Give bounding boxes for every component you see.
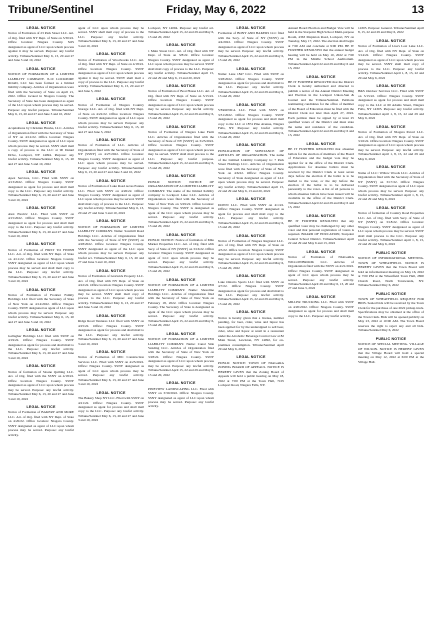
notice-body: Formation of BONY AND BAKERS LLC filed with the Secy. of State of NY (SSNY) on 4/4/2022. Office: Niagara County. SSNY designated as agent of LLC upon whom process may be served. Purpose: any lawful activity. Tribune/Sentinel April 15, 22 and 29 and May 6, 13 and 20, 2022 bbox=[218, 31, 284, 63]
legal-notice bbox=[218, 103, 284, 140]
notice-body: Notice of Formation of LLC. Articles of Organization filed with the Secretary of State of NY (SSNY) on 4/27/2022. Office location: Niagara County. SSNY designated as agent of LLC upon whom process may be served. Purpose: any lawful activity. Tribune/Sentinel May 6, 13, 20 and 27 and June 3 and 10, 2022 bbox=[78, 143, 144, 175]
notice-body: Notice of Formation of FIRST TO FINISH LLC. Art. of Org. filed with NY Dept. of State on 4/11/22. Office location: Niagara County. SSNY designated as agent of LLC upon whom process may be served and shall mail copy to the LLC. Purpose: any lawful activity. Tribune/Sentinel May 6, 13, 20 and 27 and June 3 and 10, 2022 bbox=[8, 247, 74, 284]
notice-heading: LEGAL NOTICE bbox=[26, 170, 56, 175]
notice-body: NOTICE OF FORMATION OF LIMITED LIABILITY COMPANY. Name: Sawmill Road Holdings LLC. Articles of Organization filed with the Secretary of State of NY (SSNY) on 4/28/2022. Office location: Niagara County. SSNY designated as agent of the LLC upon whom process may be served. Purpose: any lawful act. Tribune/Sentinel May 6, 13, 20 and 27 and June 3 and 10, 2022 bbox=[78, 224, 144, 265]
notice-body: Notice of Formation of Niagara Parcel LLC. Art. of Org. filed with NY Dept. of State on 3/16/22. Office location: Niagara County. SSNY designated as agent of LLC upon whom process may be served. Purpose: any lawful activity. Tribune/Sentinel April 1, 8, 15, 22 and 29 and May 6, 2022 bbox=[358, 130, 424, 161]
legal-notice bbox=[218, 143, 284, 193]
notice-heading: LEGAL NOTICE bbox=[306, 213, 336, 218]
notice-heading: LEGAL NOTICE bbox=[306, 74, 336, 79]
notice-heading: LEGAL NOTICE bbox=[96, 137, 126, 142]
page-header bbox=[0, 0, 432, 22]
legal-notice bbox=[148, 84, 214, 121]
legal-notice bbox=[8, 170, 74, 202]
notice-column bbox=[148, 26, 214, 638]
legal-notices-columns bbox=[8, 26, 424, 638]
legal-notice bbox=[288, 75, 354, 138]
notice-heading: LEGAL NOTICE bbox=[166, 277, 196, 282]
legal-notice bbox=[148, 278, 214, 328]
legal-notice bbox=[358, 165, 424, 202]
legal-notice bbox=[148, 174, 214, 228]
notice-body: NOTICE OF FORMATION OF A LIMITED LIABILITY COMPANY. 8-10 LOCKPORT ROAD, LLC has been formed as a limited liability company. Articles of Organization were filed with the Secretary of State on April 21, 2022. Office located in Niagara County. The Secretary of State has been designated as agent of the LLC upon whom process may be served. Purpose: any lawful purpose. Tribune/Sentinel May 6, 13, 20 and 27 and June 3 and 10, 2022 bbox=[8, 72, 74, 117]
notice-heading: PUBLIC NOTICE bbox=[375, 336, 407, 341]
legal-notice bbox=[288, 250, 354, 291]
legal-notice bbox=[8, 242, 74, 283]
notice-body: PUBLICATION OF SUBSTANCE OF ARTICLES OF ORGANIZATION. The name of the Limited Liability Company is: 7 Park Street Holdings LLC. Articles of Organization were filed with the Secretary of State of New York on 4/6/22. Office: Niagara County. Secretary of State designated as agent of LLC upon whom process may be served. Purpose: any lawful activity. Tribune/Sentinel April 15, 22 and 29 and May 6, 13 and 20, 2022 bbox=[218, 148, 284, 193]
notice-body: BE IT FURTHER RESOLVED that absentee ballots for the election of members of the Board of Education and the budget vote may be applied for at the office of the District Clerk. Applications for absentee ballots must be received by the District Clerk at least seven days before the election if the ballot is to be mailed to the voter, or the day before the election if the ballot is to be delivered personally to the voter. A list of all persons to whom absentee ballots have been issued will be available in the office of the District Clerk. Tribune/Sentinel April 22 and 29 and May 6 and 13, 2022 bbox=[288, 147, 354, 210]
notice-heading: LEGAL NOTICE bbox=[26, 26, 56, 30]
notice-body: NOTICE OF SPECIAL MEETING. VILLAGE OF WILSON. NOTICE IS HEREBY GIVEN that the Village Board will hold a special meeting on May 12, 2022 at 6:00 PM at the Village Hall. bbox=[358, 342, 424, 364]
legal-notice bbox=[148, 332, 214, 378]
notice-body: BE IT FURTHER RESOLVED that the District Clerk is hereby authorized and directed to publish a notice of the Annual District Meeting and Election in the Lockport Union-Sun & Journal and the Tribune/Sentinel. Petitions nominating candidates for the office of member of the Board of Education must be filed with the District Clerk not later than April 27, 2022. Each petition must be signed by at least 25 qualified voters of the District and must state the name and residence of the candidate. Tribune/Sentinel April 22 and 29 and May 6 and 13, 2022 bbox=[288, 79, 354, 138]
legal-notice bbox=[8, 26, 74, 63]
notice-heading: PUBLIC NOTICE bbox=[375, 250, 407, 255]
notice-heading: LEGAL NOTICE bbox=[26, 328, 56, 333]
notice-heading: LEGAL NOTICE bbox=[166, 83, 196, 88]
legal-notice bbox=[288, 142, 354, 210]
notice-body: VERONICA LLC. Filed with SSNY on 3/31/2022. Office: Niagara County. SSNY designated as agent for process and shall mail copy to the LLC at 1874 Pine Avenue, Niagara Falls, NY. Purpose: any lawful activity. Tribune/Sentinel April 15, 22 and 29 and May 6, 13 and 20, 2022 bbox=[218, 108, 284, 139]
legal-notice bbox=[148, 26, 214, 39]
notice-heading: LEGAL NOTICE bbox=[376, 205, 406, 210]
legal-notice bbox=[8, 405, 74, 437]
notice-body: TOWN OF WHEATFIELD. REQUEST FOR BIDS. Sealed bids will be received by the Town Clerk for the purchase of one 2022 pickup truck. Specifications may be obtained at the office of the Town Clerk. Bids will be opened publicly on May 23, 2022 at 10:00 AM. The Town Board reserves the right to reject any and all bids. Tribune/Sentinel May 6, 2022 bbox=[358, 297, 424, 333]
notice-heading: LEGAL NOTICE bbox=[26, 404, 56, 409]
legal-notice bbox=[78, 219, 144, 265]
legal-notice bbox=[288, 295, 354, 318]
legal-notice bbox=[78, 26, 144, 48]
notice-column bbox=[288, 26, 354, 638]
legal-notice bbox=[218, 197, 284, 229]
issue-date: Friday, May 6, 2022 bbox=[166, 4, 266, 16]
notice-body: The Bakery Shop NY LLC. Filed with SSNY on 4/21/22. Office: Niagara County. SSNY designated as agent for process and shall mail copy to the LLC. Purpose: any lawful activity. Tribune/Sentinel May 6, 13, 20 and 27 and June 3 and 10, 2022 bbox=[78, 396, 144, 423]
legal-notice bbox=[78, 350, 144, 387]
notice-body: agent of LLC upon whom process may be served. SSNY shall mail copy of process to the LLC. Purpose: any lawful activity. Tribune/Sentinel May 6, 13, 20 and 27 and June 3 and 10, 2022 bbox=[78, 26, 144, 48]
notice-body: Notice of Formation of BAKERY AND MORE LLC. Art. of Org. filed with NY Dept. of State on 4/20/22. Office location: Niagara County. SSNY designated as agent of LLC upon whom process may be served. Purpose: any lawful activity. bbox=[8, 410, 74, 437]
notice-body: Gallagher Holdings LLC filed with SSNY on 4/19/22. Office: Niagara County. SSNY designated as agent for process and shall mail to the LLC. Purpose: any lawful activity. Tribune/Sentinel May 6, 13, 20 and 27 and June 3 and 10, 2022 bbox=[8, 333, 74, 360]
notice-heading: LEGAL NOTICE bbox=[96, 52, 126, 57]
notice-heading: LEGAL NOTICE bbox=[166, 43, 196, 48]
notice-heading: LEGAL NOTICE bbox=[376, 83, 406, 88]
notice-body: Notice of formation of Sloane Quilting LLC. Art. of Org. filed with the SSNY on 4/18/22. Office location: Niagara County. SSNY designated as agent of LLC upon whom process may be served. Purpose: any lawful activity. Tribune/Sentinel May 6, 13, 20 and 27 and June 3 and 10, 2022 bbox=[8, 369, 74, 401]
legal-notice bbox=[358, 39, 424, 80]
legal-notice bbox=[8, 206, 74, 238]
notice-heading: LEGAL NOTICE bbox=[96, 313, 126, 318]
legal-notice bbox=[358, 26, 424, 35]
notice-body: Alex Electric LLC. Filed with SSNY on 4/15/2022. Office: Niagara County. SSNY designated as agent for process and shall mail copy to the LLC. Purpose: any lawful activity. Tribune/Sentinel May 6, 13, 20 and 27 and June 3 and 10, 2022 bbox=[8, 211, 74, 239]
notice-body: Notice of Formation of Gratwick Property LLC. Art. of Org. filed with NY Dept. of State on 4/22/22. Office location: Niagara County. SSNY designated as agent of LLC upon whom process may be served. SSNY shall mail copy of process to the LLC. Purpose: any lawful activity. Tribune/Sentinel May 6, 13, 20 and 27 and June 3 and 10, 2022 bbox=[78, 274, 144, 310]
notice-body: Ridge Road Ventures LLC filed with SSNY on 4/25/22. Office: Niagara County. SSNY designated as agent for process and shall mail to the LLC. Purpose: any lawful activity. Tribune/Sentinel May 6, 13, 20 and 27 and June 3 and 10, 2022 bbox=[78, 319, 144, 346]
legal-notice bbox=[78, 52, 144, 93]
legal-notice bbox=[358, 125, 424, 162]
notice-body: Lake Ontario Sports LLC filed with SSNY on 4/7/22. Office: Niagara County. SSNY designated as agent for process and shall mail to the LLC. Purpose: any lawful activity. Tribune/Sentinel April 15, 22 and 29 and May 6, 13 and 20, 2022 bbox=[218, 279, 284, 306]
notice-heading: LEGAL NOTICE bbox=[166, 124, 196, 129]
notice-heading: LEGAL NOTICE bbox=[376, 124, 406, 129]
notice-body: Notice of Formation of Frontier Family Holdings LLC filed with the Secretary of State of New York on 4/14/2022. Office: Niagara County. SSNY designated as agent of LLC upon whom process may be served. Purpose: any lawful activity. Tribune/Sentinel May 6, 13, 20 and 27 and June 3 and 10, 2022 bbox=[8, 293, 74, 324]
notice-heading: LEGAL NOTICE bbox=[96, 178, 126, 183]
notice-heading: LEGAL NOTICE bbox=[236, 274, 266, 279]
legal-notice bbox=[218, 234, 284, 271]
publication-name: Tribune/Sentinel bbox=[8, 4, 94, 16]
notice-column bbox=[358, 26, 424, 638]
legal-notice bbox=[8, 328, 74, 360]
notice-body: 14305. Purpose: General. Tribune/Sentinel April 8, 15, 22 and 29 and May 6, 2022 bbox=[358, 26, 424, 35]
notice-body: Notice of Formation of 23 Park Street LLC. Art. of Org. filed with NY Dept. of State on 3/30/22. Office location: Niagara County. SOS designated as agent of LLC upon whom process against it may be served. Purpose: any lawful activity. Tribune/Sentinel May 6, 13, 20 and 27 and June 3 and 10, 2022 bbox=[8, 31, 74, 63]
header-rule bbox=[8, 20, 424, 21]
notice-heading: LEGAL NOTICE bbox=[236, 102, 266, 107]
legal-notice bbox=[358, 251, 424, 288]
notice-heading: LEGAL NOTICE bbox=[96, 350, 126, 354]
legal-notice bbox=[78, 97, 144, 134]
notice-body: Notice of Formation of Niagara Regional LLC. Art. of Org. filed with NY Dept. of State on 4/5/22. Office location: Niagara County. SSNY designated as agent of LLC upon whom process may be served. Purpose: any lawful activity. Tribune/Sentinel April 15, 22 and 29 and May 6, 13 and 20, 2022 bbox=[218, 239, 284, 270]
notice-body: Notice of Formation of Lake Road Acres Estates LLC. Filed with SSNY on 4/26/22. Office: Niagara County. SSNY designated as agent of LLC upon whom process may be served. SSNY shall mail copy of process to the LLC. Purpose: any lawful activity. Tribune/Sentinel May 6, 13, 20 and 27 and June 3 and 10, 2022 bbox=[78, 184, 144, 215]
legal-notice bbox=[8, 67, 74, 117]
notice-heading: LEGAL NOTICE bbox=[26, 364, 56, 369]
notice-body: PUBLIC NOTICE: Notice of formation of Mile Marker Properties LLC. Art. of Org. filed with Secy. of State of NY (SSNY) on 3/16/22. Office location: Niagara County. SSNY designated as agent of LLC upon whom process may be served. Purpose: any lawful activity. Tribune/Sentinel April 15, 22 and 29 and May 6, 13 and 20, 2022 bbox=[148, 238, 214, 274]
notice-heading: LEGAL NOTICE bbox=[26, 242, 56, 247]
legal-notice bbox=[8, 288, 74, 325]
notice-heading: LEGAL NOTICE bbox=[236, 197, 266, 202]
notice-body: B&S Outdoor Services LLC. Filed with SSNY on 3/15/22. Office: Niagara County. SSNY designated as agent for process and shall mail copy to the LLC at 60 Adams Street, Niagara Falls, NY 14305. Purpose: any lawful activity. Tribune/Sentinel April 1, 8, 15, 22 and 29 and May 6, 2022 bbox=[358, 89, 424, 121]
notice-heading: LEGAL NOTICE bbox=[236, 233, 266, 238]
notice-heading: LEGAL NOTICE bbox=[166, 331, 196, 336]
legal-notice bbox=[218, 26, 284, 63]
legal-notice bbox=[358, 337, 424, 365]
legal-notice bbox=[218, 355, 284, 387]
legal-notice bbox=[358, 206, 424, 247]
notice-heading: LEGAL NOTICE bbox=[376, 38, 406, 43]
notice-heading: LEGAL NOTICE bbox=[26, 120, 56, 125]
notice-body: PINEVIEW LANDSCAPING LLC. Filed with SSNY on 3/30/2022. Office: Niagara County. SSNY designated as agent of LLC upon whom process may be served. Purpose: any lawful activity. bbox=[148, 386, 214, 409]
notice-heading: LEGAL NOTICE bbox=[236, 26, 266, 30]
notice-column bbox=[78, 26, 144, 638]
notice-body: Notice of Formation of Lisa's Lost Lake LLC. Art. of Org. filed with NY Dept. of State on 3/14/22. Office: Niagara County. SSNY designated as agent of LLC upon whom process may be served. SSNY shall mail copy of process to the LLC. Purpose: any lawful activity. Tribune/Sentinel April 1, 8, 15, 22 and 29 and May 6, 2022 bbox=[358, 44, 424, 80]
notice-body: Notice of Formation of Niagara Country Storage LLC. Art. of Org. filed with NY Dept. of State on 4/22/22. Office location: Niagara County. SSNY designated as agent of LLC upon whom process may be served. Purpose: any lawful activity. Tribune/Sentinel May 6, 13, 20 and 27 and June 3, 2022 bbox=[78, 102, 144, 134]
notice-heading: LEGAL NOTICE bbox=[96, 390, 126, 395]
legal-notice bbox=[358, 292, 424, 333]
notice-body: PUBLIC NOTICE: TOWN OF NIAGARA ZONING BOARD OF APPEALS. NOTICE IS HEREBY GIVEN that the Zoning Board of Appeals will hold a public hearing on May 18, 2022 at 7:00 PM at the Town Hall, 7105 Lockport Road, Niagara Falls, NY. bbox=[218, 360, 284, 388]
notice-heading: LEGAL NOTICE bbox=[96, 219, 126, 224]
notice-heading: LEGAL NOTICE bbox=[376, 165, 406, 170]
legal-notice bbox=[148, 125, 214, 171]
legal-notice bbox=[218, 67, 284, 99]
notice-column bbox=[218, 26, 284, 638]
notice-body: DOWN LLC. Filed with SSNY on 4/1/22. Office: Niagara County. SSNY designated as agent for process and shall mail copy to the LLC. Purpose: any lawful activity. Tribune/Sentinel April 15, 22 and 29 and May 6, 13 and 20, 2022 bbox=[218, 202, 284, 230]
notice-heading: LEGAL NOTICE bbox=[236, 310, 266, 315]
notice-heading: LEGAL NOTICE bbox=[306, 141, 336, 146]
legal-notice bbox=[148, 233, 214, 274]
notice-body: BE IT FURTHER RESOLVED that any qualified voter may be challenged by any other voter and that personal registration of voters is required. BOARD OF EDUCATION, Starpoint Central School District. Tribune/Sentinel April 22 and 29 and May 6 and 13, 2022 bbox=[288, 219, 354, 246]
notice-heading: LEGAL NOTICE bbox=[26, 206, 56, 211]
notice-body: NOTICE OF INFORMATIONAL MEETING. TOWN OF WHEATFIELD. NOTICE IS HEREBY GIVEN that the Town Board will hold an informational meeting on May 16, 2022 at 7:00 PM at the Wheatfield Town Hall, 2800 Church Road, North Tonawanda, NY. Tribune/Sentinel May 6, 2022 bbox=[358, 256, 424, 288]
legal-notice bbox=[148, 381, 214, 409]
notice-body: 1 Main Street LLC. Art. of Org. filed with NY Dept. of State on 3/8/22. Office location: Niagara County. SSNY designated as agent of LLC upon whom process may be served. SSNY shall mail copy of process to the LLC. Purpose: any lawful activity. Tribune/Sentinel April 15, 22 and 29 and May 6, 13 and 20, 2022 bbox=[148, 48, 214, 80]
page-number: 13 bbox=[411, 4, 424, 16]
notice-heading: LEGAL NOTICE bbox=[166, 232, 196, 237]
notice-body: Notice of Formation of MIC Construction Services LLC. Filed with SSNY on 4/25/2022. Office: Niagara County. SSNY designated as agent of LLC upon whom process may be served. Purpose: any lawful activity. Tribune/Sentinel May 6, 13, 20 and 27 and June 3 and 10, 2022 bbox=[78, 355, 144, 387]
notice-body: Name: Lane 1847 LLC. Filed with SSNY on 3/28/2022. Office: Niagara County. SSNY designated as agent for process and shall mail to the LLC. Purpose: any lawful activity. Tribune/Sentinel April 15, 22 and 29 and May 6, 13 and 20, 2022 bbox=[218, 72, 284, 99]
notice-body: Notice of Formation of Woodworks LLC. Art. of Org. filed with NY Dept. of State on 4/18/22. Office location: Niagara County. SSNY designated as agent of LLC upon whom process against it may be served. SSNY shall mail a copy of process to the LLC. Purpose: any lawful activity. Tribune/Sentinel May 6, 13, 20 and 27 and June 3, 2022 bbox=[78, 57, 144, 93]
notice-heading: LEGAL NOTICE bbox=[306, 249, 336, 254]
notice-heading: LEGAL NOTICE bbox=[96, 268, 126, 273]
notice-body: Acquisitions by Christian Hawks, LLC. Articles of Organization filed with the Secretary of State of NY on 4/12/22. Office location: Niagara County. SSNY designated as agent of LLC upon whom process may be served. SSNY shall mail a copy of process to the LLC at 90 Daniel Drive, Lockport, NY 14094. Purpose: any lawful activity. Tribune/Sentinel May 6, 13, 20 and 27 and June 3 and 10, 2022 bbox=[8, 126, 74, 166]
legal-notice bbox=[288, 214, 354, 246]
legal-notice bbox=[288, 26, 354, 71]
notice-heading: LEGAL NOTICE bbox=[236, 143, 266, 148]
legal-notice bbox=[78, 179, 144, 216]
notice-heading: LEGAL NOTICE bbox=[306, 294, 336, 299]
notice-body: PUBLIC NOTICE: NOTICE OF ORGANIZATION OF A LIMITED LIABILITY COMPANY. The name of the limited liability company is Lockport Lake LLC. Articles of Organization were filed with the Secretary of State of New York on 3/29/22. Office location: Niagara County. The SSNY is designated as agent of the LLC upon whom process may be served. Purpose: any lawful activity. Tribune/Sentinel April 15, 22 and 29 and May 6, 13 and 20, 2022 bbox=[148, 179, 214, 229]
notice-body: Notice of formation of Country Road Properties LLC. Art. of Org. filed with Secy. of State of NY (SSNY) on 3/18/22. Office location: Niagara County. SSNY designated as agent of LLC upon whom process may be served. SSNY shall mail process to the LLC. Purpose: any lawful activity. Tribune/Sentinel April 1, 8, 15, 22 and 29 and May 6, 2022 bbox=[358, 211, 424, 247]
legal-notice bbox=[148, 43, 214, 80]
notice-heading: LEGAL NOTICE bbox=[236, 66, 266, 71]
legal-notice bbox=[78, 138, 144, 175]
notice-body: Lockport, NY 14094. Purpose: any lawful act. Tribune/Sentinel April 15, 22 and 29 and May 6, 13 and 20, 2022 bbox=[148, 26, 214, 39]
notice-body: Annual Board Election and Budget Vote will be held in the Starpoint High School Multi-purpose Room, 4363 Mapleton Road, Lockport, NY on Tuesday, May 17, 2022. The election shall begin at 7:00 AM and conclude at 9:00 PM. BE IT FURTHER RESOLVED that the annual budget hearing will be held on May 10, 2022 at 7:00 PM in the Middle School Auditorium. Tribune/Sentinel April 22 and 29 and May 6 and 13, 2022 bbox=[288, 26, 354, 71]
notice-body: NOTICE OF FORMATION OF A LIMITED LIABILITY COMPANY. Name: Shoreline Holdings LLC. Articles of Organization filed with the Secretary of State of New York on February 18, 2022. Office location: Niagara County. The Secretary of State is designated as agent of the LLC upon whom process may be served. Purpose: any lawful activity. Tribune/Sentinel April 15, 22 and 29 and May 6, 13 and 20, 2022 bbox=[148, 283, 214, 328]
notice-heading: LEGAL NOTICE bbox=[26, 66, 56, 71]
notice-body: Notice of Formation of Boat House LLC. Art. of Org. filed with NY Dept. of State on 3/15/22. Office location: Niagara County. SSNY designated as agent of LLC upon whom process may be served. Purpose: any lawful activity. Tribune/Sentinel April 15, 22 and 29 and May 6, 13 and 20, 2022 bbox=[148, 89, 214, 121]
legal-notice bbox=[218, 310, 284, 351]
notice-body: Apex Services, LLC. Filed with SSNY on 4/13/2022. Office: Niagara County. SSNY designated as agent for process and shall mail copy to the LLC. Purpose: any lawful activity. Tribune/Sentinel May 6, 13, 20 and 27 and June 3 and 10, 2022 bbox=[8, 175, 74, 202]
notice-body: NOTICE OF FORMATION OF A LIMITED LIABILITY COMPANY. Name: Canal Side Vending LLC. Articles of Organization filed with the Secretary of State of New York on 3/28/22. Office: Niagara County. SSNY designated as agent of LLC upon whom process may be served. Purpose: any lawful activity. Tribune/Sentinel April 15, 22 and 29 and May 6, 13 and 20, 2022 bbox=[148, 337, 214, 377]
legal-notice bbox=[218, 274, 284, 306]
notice-body: MILLER TRUCKING LLC. Filed with SSNY on 4/20/2022. Office: Niagara County. SSNY designated as agent for process and shall mail copy to the LLC. Purpose: any lawful activity. bbox=[288, 300, 354, 318]
legal-notice bbox=[8, 121, 74, 167]
notice-heading: PUBLIC NOTICE bbox=[375, 291, 407, 296]
legal-notice bbox=[78, 314, 144, 346]
legal-notice bbox=[358, 84, 424, 121]
notice-body: Notice of Formation of NIAGARA WILLOWBROOK LLC. Articles of Organization filed with the SSNY on 4/21/2022. Office: Niagara County. SSNY designated as agent of LLC upon whom process may be served. Purpose: any lawful activity. Tribune/Sentinel April 29 and May 6, 13, 20 and 27 and June 3, 2022 bbox=[288, 255, 354, 291]
notice-heading: LEGAL NOTICE bbox=[166, 381, 196, 386]
legal-notice bbox=[8, 364, 74, 401]
notice-body: Notice of Formation of Niagara Lake Farm LLC. Articles of Organization filed with the Secretary of State of NY (SSNY) on 3/25/2022. Office location: Niagara County. SSNY designated as agent of LLC upon whom process may be served. SSNY shall mail process to the LLC. Purpose: any lawful purpose. Tribune/Sentinel April 15, 22 and 29 and May 6, 13 and 20, 2022 bbox=[148, 130, 214, 170]
legal-notice bbox=[78, 269, 144, 310]
notice-heading: LEGAL NOTICE bbox=[166, 174, 196, 179]
notice-body: Notice is hereby given that a license, number pending, for beer, cider, wine and liquor has been applied for by the undersigned to sell beer, cider, wine and liquor at retail in a restaurant under the Alcoholic Beverage Control Law at 82 Main Street, Lewiston, NY 14092, for on-premises consumption. Tribune/Sentinel April 29 and May 6, 2022 bbox=[218, 315, 284, 351]
notice-column bbox=[8, 26, 74, 638]
notice-heading: LEGAL NOTICE bbox=[236, 355, 266, 360]
notice-body: Name of LLC: Willow Woods LLC. Articles of Organization filed with the Secretary of State of NY (SSNY) on 3/17/22. Office: Niagara County. SSNY designated as agent of LLC upon whom process may be served. Purpose: any lawful activity. Tribune/Sentinel April 1, 8, 15, 22 and 29 and May 6, 2022 bbox=[358, 170, 424, 202]
legal-notice bbox=[78, 391, 144, 423]
notice-heading: LEGAL NOTICE bbox=[96, 97, 126, 102]
notice-heading: LEGAL NOTICE bbox=[26, 287, 56, 292]
